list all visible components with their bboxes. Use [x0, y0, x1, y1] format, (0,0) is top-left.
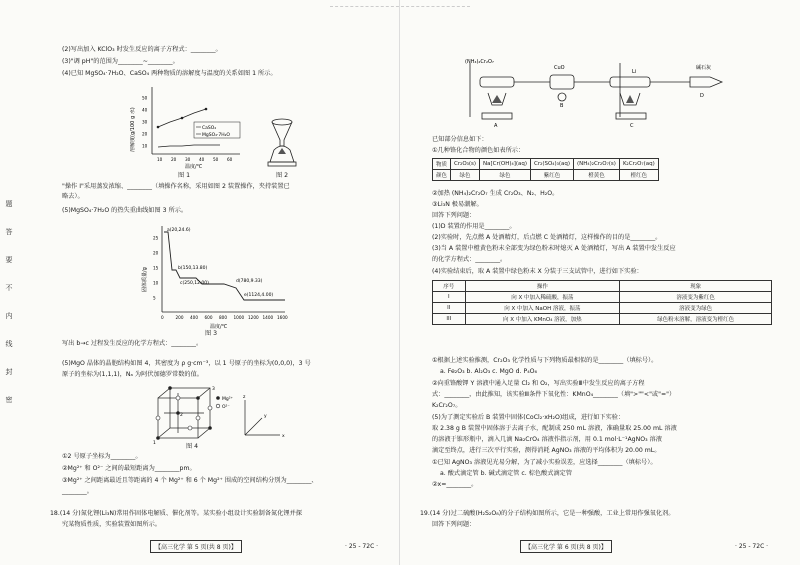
text-line: ③Mg²⁺ 之间距离最近且等距离的 4 个 Mg²⁺ 和 6 个 Mg²⁺ 围成的空间结构分别为________、	[62, 477, 318, 484]
table-cell: Na[Cr(OH)₄](aq)	[480, 159, 531, 170]
table-cell: 绿色	[480, 170, 531, 181]
fig2-caption: 图 2	[276, 172, 289, 179]
fig3-xtick: 1400	[262, 315, 274, 320]
text-line: 略去）。	[62, 193, 84, 200]
side-char: 封	[5, 368, 13, 376]
text-line: (5)MgO 晶体的晶胞结构如图 4，其密度为 ρ g·cm⁻³，以 1 号原子的坐标为(0,0,0)，3 号	[62, 360, 311, 367]
text-line: ②加热 (NH₄)₂Cr₂O₇ 生成 Cr₂O₃、N₂、H₂O。	[432, 190, 559, 197]
text-line: ①几种铬化合物的颜色如表所示：	[432, 147, 525, 154]
fig1-ytick: 20	[142, 131, 148, 137]
fig3-xtick: 800	[219, 315, 227, 320]
fig3-ytick: 15	[153, 265, 159, 271]
fig3-xtick: 1600	[277, 315, 288, 320]
fig1-xtick: 40	[199, 157, 205, 162]
fig1-xtick: 30	[185, 157, 191, 162]
text-line: (5)MgSO₄·7H₂O 的热失重曲线如图 3 所示。	[62, 207, 188, 214]
table-cell: II	[433, 303, 466, 314]
page-footer: 【高三化学 第 5 页(共 8 页)】	[150, 540, 242, 553]
text-line: 究某物质性质，实验装置如图所示。	[62, 521, 161, 528]
fig1-series-caso4	[158, 145, 220, 147]
label-li: Li	[632, 69, 637, 75]
fig1-xtick: 60	[227, 157, 233, 162]
text-line: a. Fe₂O₃ b. Al₂O₃ c. MgO d. P₄O₆	[440, 368, 538, 375]
text-line: 取 2.38 g B 装置中固体溶于去离子水，配制成 250 mL 溶液，准确量取 25.00 mL 溶液	[432, 425, 677, 432]
figure-2-apparatus	[260, 112, 310, 172]
figure-4-crystal-cell	[150, 380, 290, 448]
text-line: (3)当 A 装置中橙黄色粉末全部变为绿色粉末时熄灭 A 处酒精灯，写出 A 装置中发生反应	[432, 245, 676, 252]
table-row	[433, 292, 772, 303]
side-char: 答	[5, 228, 13, 236]
text-line: ③Li₃N 极易潮解。	[432, 201, 483, 208]
paper-code: · 25 - 72C ·	[735, 543, 769, 550]
table-cell: 向 X 中加入 KMnO₄ 溶液，加热	[465, 314, 620, 325]
label-a: A	[494, 123, 498, 129]
figure-1-solubility-chart	[130, 82, 250, 177]
fig3-point-a: a(20,24.6)	[167, 228, 191, 233]
fig1-xtick: 10	[157, 157, 163, 162]
table-cell: 绿色粉末溶解，溶液变为橙红色	[620, 314, 772, 325]
text-line: 回答下列问题：	[432, 521, 476, 528]
fig3-point-e: e(1124,4.00)	[244, 293, 274, 298]
apparatus-diagram	[460, 55, 740, 130]
text-line: (2)写出加入 KClO₃ 时发生反应的离子方程式：________。	[62, 46, 222, 53]
fig4-atom-label-1: 1	[153, 441, 156, 446]
table-cell: 向 X 中加入 NaOH 溶液，振荡	[465, 303, 620, 314]
table-cell: 橙黄色	[574, 170, 620, 181]
text-line: 19.(14 分)过二硫酸(H₂S₂O₈)的分子结构如图所示，它是一种强酸，工业上常用作强氧化剂。	[420, 510, 675, 517]
text-line: a. 酸式滴定管 b. 碱式滴定管 c. 棕色酸式滴定管	[440, 470, 573, 477]
paper-code: · 25 - 72C ·	[345, 543, 379, 550]
fig4-legend-1: O²⁻	[222, 405, 230, 410]
fig1-xtick: 20	[171, 157, 177, 162]
table-row	[433, 170, 659, 181]
fig1-xtick: 50	[213, 157, 219, 162]
text-line: ②向重铬酸钾 Y 溶液中通入足量 Cl₂ 和 O₂，写出实验Ⅲ中发生反应的离子方程	[432, 380, 645, 387]
fig3-xtick: 600	[204, 315, 213, 320]
text-line: K₂Cr₂O₇。	[432, 402, 462, 409]
text-line: (5)为了测定实验后 B 装置中固体(CoCl₂·xH₂O)组成，进行如下实验：	[432, 414, 625, 421]
text-line: (2)实验时，先点燃 A 处酒精灯，后点燃 C 处酒精灯，这样操作的目的是________。	[432, 234, 662, 241]
table-row	[433, 303, 772, 314]
table-cell: 溶液变为绿色	[620, 303, 772, 314]
text-line: "操作 I"采用蒸发浓缩、________（填操作名称，采用如图 2 装置操作，夹持装置已	[62, 183, 290, 190]
text-line: ①已知 AgNO₃ 溶液见光易分解，为了减小实验误差，应选择________（填标号）。	[432, 459, 657, 466]
fig4-axes	[245, 400, 280, 435]
right-page	[400, 0, 800, 565]
fig3-xtick: 1000	[233, 315, 245, 320]
chromium-color-table	[432, 158, 659, 181]
text-line: (1)D 装置的作用是________。	[432, 223, 516, 230]
text-line: ②Mg²⁺ 和 O²⁻ 之间的最短距离为________pm。	[62, 465, 196, 472]
fig4-atom-label-3: 3	[212, 387, 215, 392]
fig4-axis-z: z	[243, 395, 246, 400]
label-b: B	[560, 103, 564, 109]
text-line: ①根据上述实验推测，Cr₂O₃ 化学性质与下列物质最相似的是________（填标号）。	[432, 357, 658, 364]
text-line: ________。	[62, 488, 93, 495]
text-line: 回答下列问题：	[432, 212, 476, 219]
fig1-ytick: 10	[142, 143, 148, 149]
fig4-axis-y: y	[264, 414, 267, 419]
fig1-legend-1: MgSO₄·7H₂O	[202, 133, 230, 138]
fig1-ytick: 40	[142, 107, 148, 113]
side-char: 线	[5, 340, 13, 348]
fig3-ytick: 10	[153, 280, 159, 286]
side-char: 题	[5, 200, 13, 208]
text-line: 原子的坐标为(1,1,1)，Nₐ 为阿伏加德罗常数的值。	[62, 371, 203, 378]
table-cell: 物质	[433, 159, 451, 170]
fig1-ylabel: 溶解度(g/100 g 水)	[130, 107, 136, 152]
figure-3-thermogravimetric-curve	[140, 220, 290, 330]
table-header-row	[433, 281, 772, 292]
text-line: (4)已知 MgSO₄·7H₂O、CaSO₄ 两种物质的溶解度与温度的关系如图 1 所示。	[62, 70, 277, 77]
fig3-xtick: 1200	[248, 315, 259, 320]
text-line: ①2 号原子坐标为________。	[62, 453, 142, 460]
side-char: 不	[5, 284, 13, 292]
fig1-point	[157, 126, 160, 129]
text-line: 滴定至终点，进行三次平行实验，测得消耗 AgNO₃ 溶液的平均体积为 20.00 mL。	[432, 447, 661, 454]
table-header-row	[433, 159, 659, 170]
fig3-ylabel: 固体质量/g	[142, 267, 148, 292]
text-line: 的溶液于锥形瓶中，滴入几滴 Na₂CrO₄ 溶液作指示剂，用 0.1 mol·L⁻¹AgNO₃ 溶液	[432, 436, 662, 443]
fig4-caption: 图 4	[186, 443, 199, 450]
text-line: 的化学方程式：________。	[432, 256, 507, 263]
text-line: 式：________，由此推知，该实验Ⅲ条件下氧化性：KMnO₄________（填">""<"或"="）	[432, 391, 676, 398]
fig4-legend-0: Mg²⁺	[222, 397, 233, 402]
fig3-xtick: 0	[161, 315, 164, 320]
table-cell: 向 X 中加入稀硫酸，振荡	[465, 292, 620, 303]
fig3-point-d: d(780,9.33)	[236, 279, 263, 284]
table-cell: (NH₄)₂Cr₂O₇(s)	[574, 159, 620, 170]
label-soda-lime: 碱石灰	[696, 65, 712, 71]
side-char: 密	[5, 396, 13, 404]
fig3-point-b: b(150,13.80)	[178, 266, 208, 271]
table-cell: Cr₂(SO₄)₃(aq)	[531, 159, 574, 170]
table-cell: 现象	[620, 281, 772, 292]
fig1-legend-0: CaSO₄	[202, 126, 217, 131]
fig1-ytick: 50	[142, 95, 148, 101]
experiment-table	[432, 280, 772, 325]
fig1-xlabel: 温度/℃	[185, 164, 203, 170]
fig3-caption: 图 3	[205, 330, 218, 337]
fig1-point	[181, 117, 184, 120]
label-cuo: CuO	[554, 65, 565, 71]
page-footer: 【高三化学 第 6 页(共 8 页)】	[520, 540, 612, 553]
table-cell: 绿色	[451, 170, 480, 181]
fig3-ytick: 5	[153, 295, 156, 301]
label-d: D	[700, 93, 704, 99]
table-cell: 颜色	[433, 170, 451, 181]
text-line: ②x=________。	[432, 481, 478, 488]
fig4-axis-x: x	[282, 434, 285, 439]
fig3-ytick: 20	[153, 250, 159, 256]
table-cell: 序号	[433, 281, 466, 292]
table-cell: K₂Cr₂O₇(aq)	[619, 159, 658, 170]
fig1-caption: 图 1	[178, 172, 191, 179]
text-line: (4)实验结束后，取 A 装置中绿色粉末 X 分装于三支试管中，进行如下实验：	[432, 268, 643, 275]
text-line: (3)"调 pH"的范围为________~________。	[62, 58, 179, 65]
table-cell: 橙红色	[619, 170, 658, 181]
table-cell: 溶液变为紫红色	[620, 292, 772, 303]
fig4-atom-label-2: 2	[180, 413, 183, 418]
fig3-xlabel: 温度/℃	[210, 324, 228, 330]
fig1-ytick: 30	[142, 119, 148, 125]
side-char: 内	[5, 312, 13, 320]
text-line: 已知部分信息如下：	[432, 136, 488, 143]
label-ammonium-dichromate: (NH₄)₂Cr₂O₇	[465, 59, 494, 65]
text-line: 18.(14 分)氮化锂(Li₃N)常用作固体电解质、催化剂等。某实验小组设计实验制备氮化锂并探	[50, 510, 302, 517]
fig3-ytick: 25	[153, 235, 159, 241]
fig3-point-c: c(250,12.00)	[180, 281, 209, 286]
table-cell: Cr₂O₃(s)	[451, 159, 480, 170]
label-c: C	[630, 123, 634, 129]
fig3-xtick: 200	[175, 315, 184, 320]
text-line: 写出 b→c 过程发生反应的化学方程式：________。	[62, 340, 203, 347]
table-cell: I	[433, 292, 466, 303]
table-row	[433, 314, 772, 325]
fig1-point	[205, 108, 208, 111]
table-cell: 紫红色	[531, 170, 574, 181]
table-cell: III	[433, 314, 466, 325]
table-cell: 操作	[465, 281, 620, 292]
side-char: 要	[5, 256, 13, 264]
fig3-xtick: 400	[190, 315, 198, 320]
